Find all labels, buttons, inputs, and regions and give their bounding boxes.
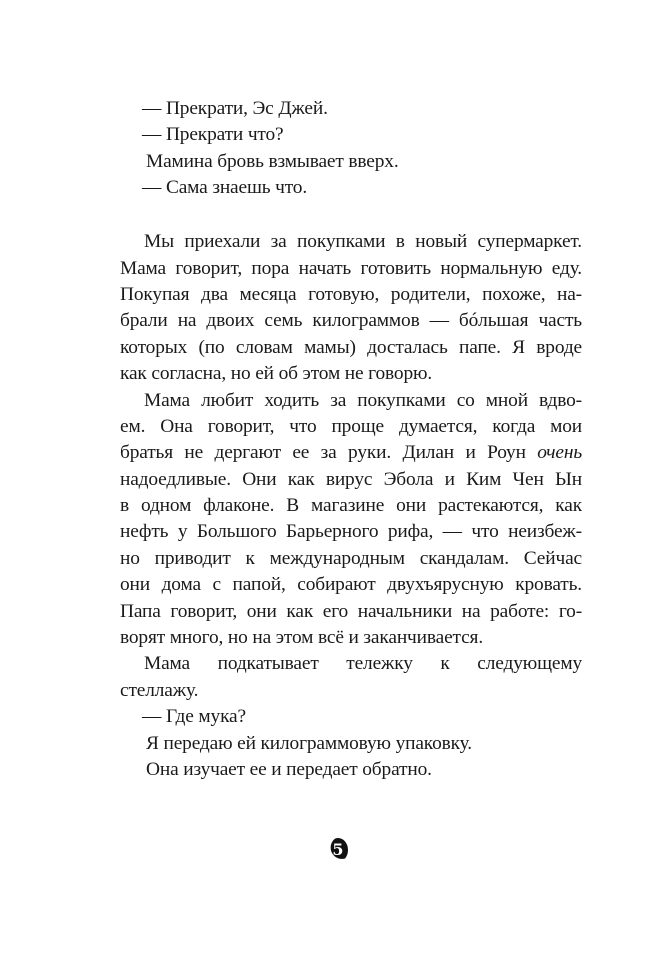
paragraph-line: Мама любит ходить за покупками со мной вдво- [144, 389, 582, 411]
narration-line: Она изучает ее и передает обратно. [146, 758, 432, 780]
paragraph-shopping [120, 388, 582, 652]
line-text: братья не дергают ее за руки. Дилан и Роун [120, 442, 526, 464]
narration-line: Мамина бровь взмывает вверх. [146, 150, 399, 172]
paragraph-line: но приводит к международным скандалам. Сейчас [120, 547, 582, 569]
paragraph-cart [120, 651, 582, 704]
paragraph-line: надоедливые. Они как вирус Эбола и Ким Чен Ын [120, 468, 582, 490]
paragraph-line: брали на двоих семь килограммов — бóльшая часть [120, 310, 582, 332]
paragraph-line: Покупая два месяца готовую, родители, похоже, на- [120, 283, 582, 305]
paragraph-supermarket [120, 229, 582, 387]
paragraph-line: Мама говорит, пора начать готовить нормальную еду. [120, 257, 582, 279]
paragraph-line: они дома с папой, собирают двухъярусную кровать. [120, 574, 582, 596]
book-page-text [120, 96, 582, 783]
paragraph-line: Мы приехали за покупками в новый супермаркет. [144, 231, 582, 253]
paragraph-line: стеллажу. [120, 679, 199, 701]
paragraph-line: нефть у Большого Барьерного рифа, — что неизбеж- [120, 521, 582, 543]
italic-emphasis: очень [537, 442, 582, 464]
paragraph-line: ворят много, но на этом всё и заканчивается. [120, 627, 484, 649]
paragraph-line: как согласна, но ей об этом не говорю. [120, 363, 433, 385]
paragraph-line: ем. Она говорит, что проще думается, когда мои [120, 415, 582, 437]
paragraph-line: Мама подкатывает тележку к следующему [144, 653, 582, 675]
narration-line: Я передаю ей килограммовую упаковку. [146, 732, 472, 754]
dialogue-line: — Сама знаешь что. [142, 177, 308, 199]
section-gap [120, 202, 582, 230]
paragraph-line: которых (по словам мамы) досталась папе. Я вроде [120, 336, 582, 358]
dialogue-line: — Прекрати, Эс Джей. [142, 98, 328, 119]
dialogue-line: — Где мука? [142, 706, 246, 728]
paragraph-line [120, 440, 582, 466]
paragraph-line: Папа говорит, они как его начальники на работе: го- [120, 600, 582, 622]
paragraph-line: в одном флаконе. В магазине они растекаются, как [120, 495, 582, 517]
page-number: 5 [328, 838, 348, 862]
dialogue-line: — Прекрати что? [142, 124, 284, 146]
